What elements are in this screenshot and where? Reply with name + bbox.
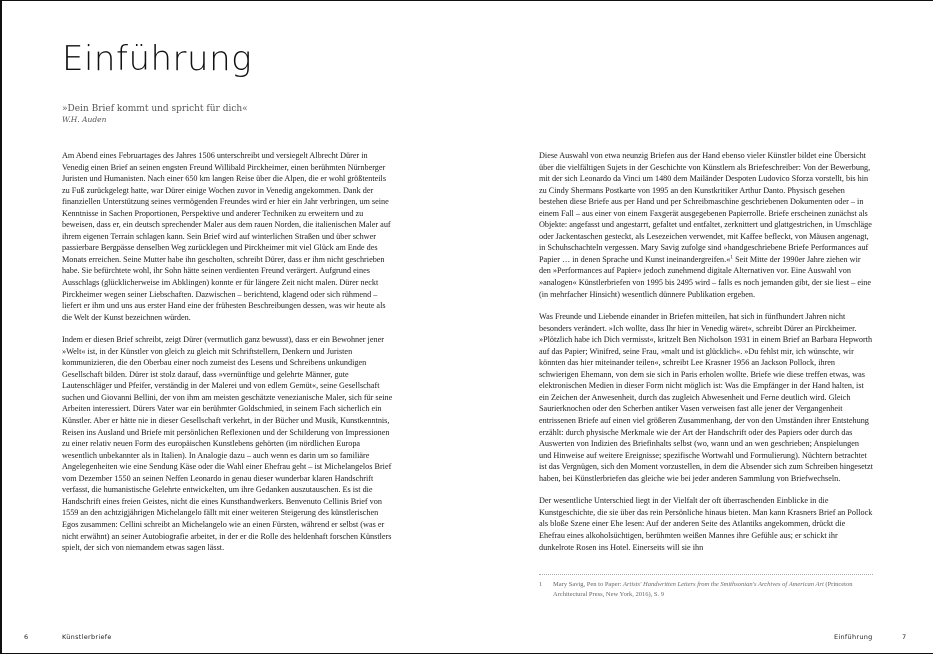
page-number: 7 bbox=[902, 633, 907, 641]
right-body-column bbox=[539, 150, 873, 564]
body-paragraph: Am Abend eines Februartages des Jahres 1506 unterschreibt und versiegelt Albrecht Dürer in Venedig einen Brief an seinen engsten Freund Willibald Pirckheimer, einen berühmten Nürnberger Juristen und Humanisten. Nach einer 650 km langen Reise über die Alpen, die er wohl größtenteils zu Fuß zurückgelegt hatte, war Dürer einige Wochen zuvor in Venedig angekommen. Dank der finanziellen Unterstützung seines vermögenden Freundes wird er hier ein Jahr verbringen, um seine Kenntnisse in Sachen Proportionen, Perspektive und anderer Techniken zu erweitern und zu beweisen, dass er, ein deutsch sprechender Maler aus dem rauen Norden, die italienischen Maler auf ihrem eigenen Terrain schlagen kann. Sein Brief wird auf winterlichen Straßen und über schwer passierbare Bergpässe denselben Weg zurücklegen und Pirckheimer mit viel Glück am Ende des Monats erreichen. Seine Mutter habe ihn gescholten, schreibt Dürer, dass er ihm nicht geschrieben habe. Sie befürchtete wohl, ihr Sohn hätte seinen verdienten Freund verärgert. Aufgrund eines Ausschlags (glücklicherweise im Abklingen) konnte er für längere Zeit nicht malen. Dürer neckt Pirckheimer wegen seiner Liebschaften. Dazwischen – berichtend, klagend oder sich rühmend – liefert er ihm und uns aus erster Hand eine der frühesten Beschreibungen dessen, was wir heute als die Welt der Kunst bezeichnen würden. bbox=[62, 151, 391, 322]
left-body-column bbox=[62, 150, 394, 565]
epigraph-author: W.H. Auden bbox=[62, 115, 107, 124]
paragraph-text: Diese Auswahl von etwa neunzig Briefen aus der Hand ebenso vieler Künstler bildet eine Übersicht über die vielfältigen Sujets in der Geschichte von Künstlern als Briefeschreiber: Von der Bewerbung, mit der sich Leonardo da Vinci um 1480 dem Mailänder Despoten Ludovico Sforza vorstellt, bis hin zu Cindy Shermans Postkarte von 1995 an den Kunstkritiker Arthur Danto. Physisch gesehen bestehen diese Briefe aus per Hand und per Schreibmaschine geschriebenen Dokumenten oder – in einem Fall – aus einer von einem Faxgerät ausgegebenen Papierrolle. Briefe erscheinen zunächst als Objekte: angefasst und angestarrt, gefaltet und entfaltet, zerknittert und glattgestrichen, in Umschläge oder Jackentaschen gesteckt, als Lesezeichen verwendet, mit Kaffee befleckt, von Mäusen angenagt, in Schuhschachteln vergessen. Mary Savig zufolge sind »handgeschriebene Briefe Performances auf Papier … in denen Sprache und Kunst ineinandergreifen.« bbox=[539, 151, 872, 264]
footnote-reference[interactable]: 1 bbox=[730, 254, 734, 261]
page-number: 6 bbox=[24, 633, 29, 641]
paragraph-text: Seit Mitte der 1990er Jahre ziehen wir den »Performances auf Papier« jedoch zunehmend digitale Alternativen vor. Eine Auswahl von »analogen« Künstlerbriefen von 1995 bis 2495 wird – falls es noch jemanden gibt, der sie liest – eine (in mehrfacher Hinsicht) wesentlich dünnere Publikation ergeben. bbox=[539, 254, 871, 299]
left-page bbox=[0, 0, 466, 654]
running-title: Einführung bbox=[834, 633, 873, 641]
footnote-divider bbox=[539, 574, 873, 575]
footnote-book-title: Artists' Handwritten Letters from the Smithsonian's Archives of American Art bbox=[623, 581, 824, 588]
epigraph bbox=[62, 104, 248, 125]
body-paragraph bbox=[539, 150, 873, 300]
footnote-author: Mary Savig, Pen to Paper: bbox=[553, 581, 624, 588]
body-paragraph: Der wesentliche Unterschied liegt in der Vielfalt der oft überraschenden Einblicke in die Kunstgeschichte, die sie über das rein Persönliche hinaus bieten. Man kann Krasners Brief an Pollock als bloße Szene einer Ehe lesen: Auf der anderen Seite des Atlantiks angekommen, drückt die Ehefrau eines alkoholsüchtigen, berühmten weißen Mannes ihre Gefühle aus; er schickt ihr dunkelrote Rosen ins Hotel. Einerseits will sie ihn bbox=[539, 496, 873, 552]
chapter-title: Einführung bbox=[62, 39, 253, 79]
right-page bbox=[466, 0, 933, 654]
body-paragraph: Was Freunde und Liebende einander in Briefen mitteilen, hat sich in fünfhundert Jahren nicht besonders verändert. »Ich wollte, dass Ihr hier in Venedig wäret«, schreibt Dürer an Pirckheimer. »Plötzlich habe ich Dich vermisst«, kritzelt Ben Nicholson 1931 in einem Brief an Barbara Hepworth auf das Papier; Winifred, seine Frau, »malt und ist glücklich«. »Du fehlst mir, ich wünschte, wir könnten das hier miteinander teilen«, schreibt Lee Krasner 1956 an Jackson Pollock, ihren schwierigen Ehemann, von dem sie sich in Paris erholen wollte. Briefe wie diese treffen etwas, was elektronischen Medien in dieser Form nicht möglich ist: Was die Empfänger in der Hand halten, ist ein Zeichen der Anwesenheit, durch das zugleich Abwesenheit und Ferne deutlich wird. Gleich Saurierknochen oder den Scherben antiker Vasen verweisen fast alle jener der Vergangenheit entrissenen Briefe auf einen viel größeren Zusammenhang, der von den Umständen ihrer Entstehung erzählt: durch physische Merkmale wie der Art der Handschrift oder des Papiers oder durch das Auswerten von Indizien des Briefinhalts selbst (wo, wann und an wen geschrieben; Anspielungen und Hinweise auf weitere Ereignisse; spezifische Wortwahl und Formulierung). Nüchtern betrachtet ist das Vergnügen, sich den Moment vorzustellen, in dem die Absender sich zum Schreiben hingesetzt haben, bei Künstlerbriefen das gleiche wie bei jeder anderen Sammlung von Briefwechseln. bbox=[539, 312, 873, 483]
footnote-text bbox=[553, 580, 873, 600]
footnote bbox=[539, 580, 873, 600]
epigraph-quote: »Dein Brief kommt und spricht für dich« bbox=[62, 104, 248, 114]
running-title: Künstlerbriefe bbox=[62, 633, 112, 641]
footnote-number: 1 bbox=[539, 581, 543, 588]
footnote-publisher: (Princeton Architectural Press, New York, 2016), S. 9 bbox=[553, 581, 853, 598]
body-paragraph: Indem er diesen Brief schreibt, zeigt Dürer (vermutlich ganz bewusst), dass er ein Bewohner jener »Welt« ist, in der Künstler von gleich zu gleich mit Schriftstellern, Denkern und Juristen kommunizieren, die den Oberbau einer noch zumeist des Lesens und Schreibens unkundigen Gesellschaft bilden. Dürer ist stolz darauf, dass »vernünftige und gelehrte Männer, gute Lautenschläger und Pfeifer, verständig in der Malerei und von edlem Gemüt«, seine Gesellschaft suchen und Giovanni Bellini, der von ihm am meisten geschätzte venezianische Maler, sich für seine Arbeiten interessiert. Dürers Vater war ein berühmter Goldschmied, in seinem Fach sicherlich ein Künstler. Aber er hätte nie in dieser Gesellschaft verkehrt, in der Bücher und Musik, Kunstkenntnis, Reisen ins Ausland und Briefe mit persönlichen Reflexionen und der Schilderung von Impressionen zu einer relativ neuen Form des europäischen Kunstlebens gehörten (im nördlichen Europa wesentlich unbekannter als in Italien). In Analogie dazu – auch wenn es darin um so familiäre Angelegenheiten wie eine Sendung Käse oder die Wahl einer Ehefrau geht – ist Michelangelos Brief vom Dezember 1550 an seinen Neffen Leonardo in genau dieser wunderbar klaren Handschrift verfasst, die humanistische Gelehrte entwickelten, um ihre Gedanken auszutauschen. Es ist die Handschrift eines freien Geistes, nicht die eines Kunsthandwerkers. Benvenuto Cellinis Brief von 1559 an den achtzigjährigen Michelangelo fällt mit einer weiteren Steigerung des künstlerischen Egos zusammen: Cellini schreibt an Michelangelo wie an einen Fürsten, während er selbst (was er nicht erwähnt) an seiner Autobiografie arbeitet, in der er die Rolle des heldenhaft forschen Künstlers spielt, der sich von niemandem etwas sagen lässt. bbox=[62, 335, 393, 553]
